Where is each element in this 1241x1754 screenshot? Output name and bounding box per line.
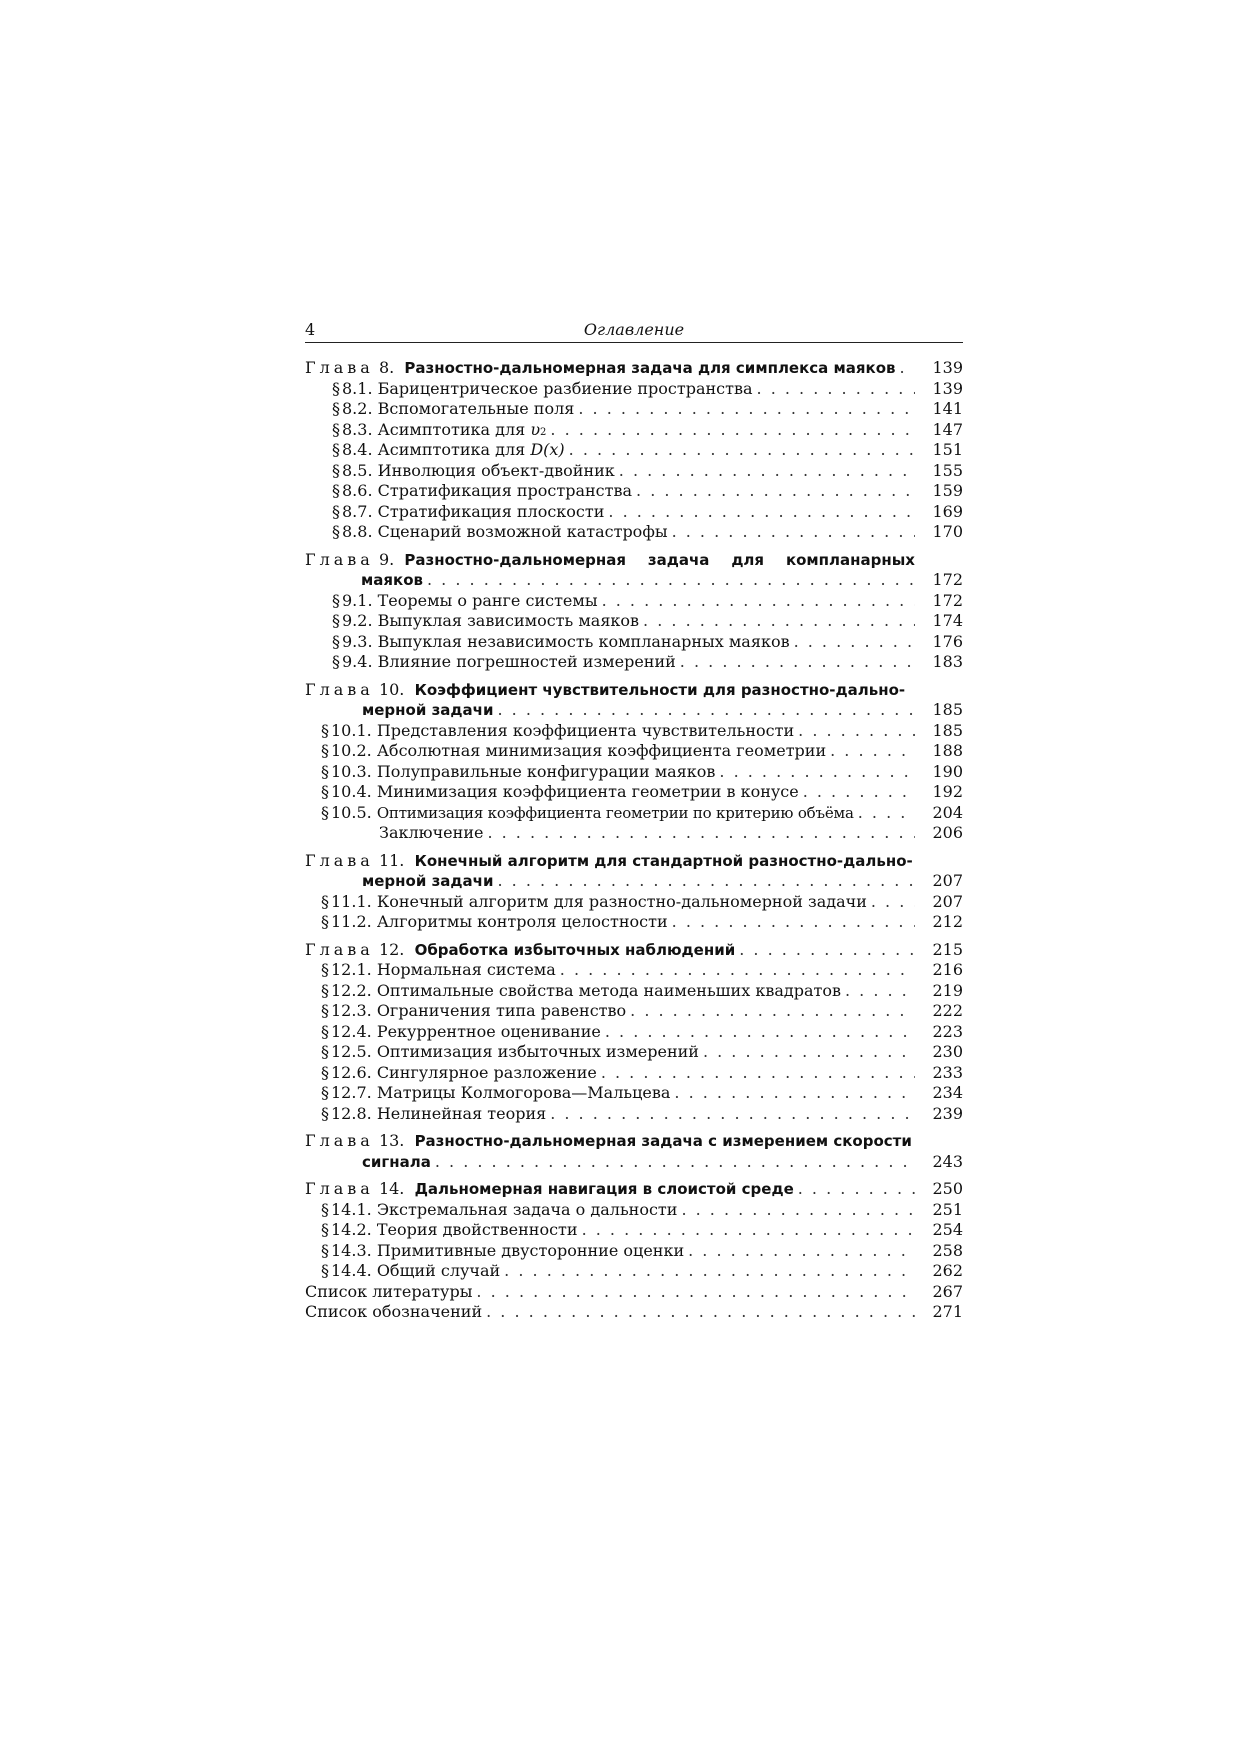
page-ref: 176 xyxy=(932,631,963,651)
section-entry[interactable] xyxy=(305,762,963,783)
leader-dots xyxy=(550,1104,915,1125)
section-sign: § xyxy=(332,399,340,418)
leader-dots xyxy=(798,1179,915,1200)
page-ref: 239 xyxy=(932,1103,963,1123)
section-title: Стратификация плоскости xyxy=(377,501,605,521)
section-sign: § xyxy=(321,1199,329,1219)
section-number: 14.2. xyxy=(331,1220,372,1239)
page-ref: 262 xyxy=(932,1261,963,1280)
conclusion-entry[interactable] xyxy=(305,823,963,844)
chapter-14 xyxy=(305,1179,963,1323)
leader-dots xyxy=(900,358,915,379)
page-ref: 174 xyxy=(932,611,963,630)
leader-dots xyxy=(757,379,915,400)
chapter-title-word: Разностно-дальномерная xyxy=(404,550,627,569)
section-title: Матрицы Колмогорова—Мальцева xyxy=(376,1083,671,1102)
section-number: 10.3. xyxy=(331,761,372,781)
section-sign: § xyxy=(321,1042,329,1061)
math-symbol: D(x) xyxy=(530,440,565,459)
page-ref: 267 xyxy=(932,1281,963,1301)
page-ref: 219 xyxy=(932,980,963,1000)
page-ref: 204 xyxy=(932,802,963,822)
section-entry[interactable] xyxy=(305,1104,963,1125)
section-sign: § xyxy=(332,501,340,521)
chapter-number: 11. xyxy=(378,850,405,870)
leader-dots xyxy=(680,652,915,673)
section-title: Теория двойственности xyxy=(376,1220,578,1239)
section-entry[interactable] xyxy=(305,632,963,653)
section-sign: § xyxy=(332,481,340,500)
chapter-title-line2: сигнала xyxy=(362,1152,431,1171)
leader-dots xyxy=(605,1022,915,1043)
section-number: 12.6. xyxy=(331,1062,372,1082)
chapter-8 xyxy=(305,358,963,543)
section-sign: § xyxy=(321,1001,329,1020)
section-sign: § xyxy=(321,1261,329,1280)
chapter-title: Обработка избыточных наблюдений xyxy=(414,940,736,959)
chapter-heading[interactable] xyxy=(305,1179,963,1200)
section-title: Ограничения типа равенство xyxy=(376,1001,627,1020)
section-sign: § xyxy=(332,460,340,480)
leader-dots xyxy=(578,399,915,420)
section-sign: § xyxy=(332,590,340,610)
section-entry[interactable] xyxy=(305,782,963,803)
section-title: Абсолютная минимизация коэффициента геометрии xyxy=(376,741,827,760)
chapter-heading-continued[interactable] xyxy=(305,570,963,591)
section-title: Алгоритмы контроля целостности xyxy=(376,912,668,931)
math-symbol: υ xyxy=(530,419,541,439)
section-number: 9.3. xyxy=(342,631,373,651)
section-title: Минимизация коэффициента геометрии в конусе xyxy=(376,782,799,801)
chapter-title-line2: мерной задачи xyxy=(362,701,494,719)
page-ref: 139 xyxy=(932,358,963,377)
page-number: 4 xyxy=(305,320,316,339)
section-sign: § xyxy=(321,1021,329,1041)
section-entry[interactable] xyxy=(305,1063,963,1084)
chapter-word: Глава xyxy=(305,939,374,959)
page-ref: 215 xyxy=(932,939,963,959)
chapter-word: Глава xyxy=(305,549,374,569)
section-sign: § xyxy=(321,1103,329,1123)
section-entry[interactable] xyxy=(305,481,963,502)
section-number: 14.1. xyxy=(331,1199,372,1219)
section-number: 8.8. xyxy=(342,522,373,541)
section-entry[interactable] xyxy=(305,741,963,762)
section-entry[interactable] xyxy=(305,1001,963,1022)
section-number: 12.4. xyxy=(331,1021,372,1041)
page-ref: 223 xyxy=(932,1021,963,1041)
section-title: Экстремальная задача о дальности xyxy=(376,1199,678,1219)
leader-dots xyxy=(871,892,915,913)
section-sign: § xyxy=(321,980,329,1000)
leader-dots xyxy=(636,481,915,502)
leader-dots xyxy=(858,803,915,824)
page-ref: 251 xyxy=(932,1199,963,1219)
leader-dots xyxy=(630,1001,915,1022)
section-entry[interactable] xyxy=(305,1200,963,1221)
page-ref: 147 xyxy=(932,419,963,439)
entry-title: Список литературы xyxy=(305,1281,473,1301)
back-matter-entry[interactable] xyxy=(305,1302,963,1323)
section-sign: § xyxy=(321,912,329,931)
section-sign: § xyxy=(321,1220,329,1239)
section-sign: § xyxy=(321,741,329,760)
page-title: Оглавление xyxy=(583,320,685,339)
leader-dots xyxy=(601,1063,915,1084)
section-title: Асимптотика для xyxy=(377,419,526,439)
chapter-title: Дальномерная навигация в слоистой среде xyxy=(414,1180,794,1198)
page-ref: 185 xyxy=(932,720,963,740)
leader-dots xyxy=(487,823,915,844)
section-entry[interactable] xyxy=(305,1083,963,1104)
leader-dots xyxy=(435,1152,915,1173)
page-ref: 141 xyxy=(932,399,963,418)
section-number: 8.4. xyxy=(342,440,373,459)
section-title: Нелинейная теория xyxy=(376,1103,547,1123)
leader-dots xyxy=(619,461,915,482)
leader-dots xyxy=(608,502,915,523)
section-title: Сингулярное разложение xyxy=(376,1062,597,1082)
leader-dots xyxy=(550,420,915,441)
section-title: Оптимизация избыточных измерений xyxy=(376,1042,699,1061)
page-ref: 206 xyxy=(932,823,963,842)
chapter-number: 9. xyxy=(378,549,395,569)
leader-dots xyxy=(688,1241,915,1262)
section-entry[interactable] xyxy=(305,440,963,461)
leader-dots xyxy=(602,591,915,612)
section-entry[interactable]: § 8.3. Асимптотика для υ 2 . . . 147 xyxy=(305,420,963,441)
chapter-word: Глава xyxy=(305,358,374,377)
chapter-title-line2: мерной задачи xyxy=(362,872,494,890)
chapter-heading[interactable] xyxy=(305,1131,963,1152)
section-title: Инволюция объект-двойник xyxy=(377,460,615,480)
section-number: 12.5. xyxy=(331,1042,372,1061)
chapter-12 xyxy=(305,940,963,1125)
page-ref: 192 xyxy=(932,782,963,801)
section-number: 8.3. xyxy=(342,419,373,439)
section-title: Вспомогательные поля xyxy=(377,399,575,418)
section-sign: § xyxy=(332,631,340,651)
section-entry[interactable] xyxy=(305,912,963,933)
chapter-13 xyxy=(305,1131,963,1172)
section-sign: § xyxy=(321,1062,329,1082)
page-ref: 151 xyxy=(932,440,963,459)
section-sign: § xyxy=(332,611,340,630)
chapter-number: 14. xyxy=(378,1179,405,1198)
leader-dots xyxy=(672,912,915,933)
page-ref: 230 xyxy=(932,1042,963,1061)
page-ref: 250 xyxy=(932,1179,963,1198)
section-sign: § xyxy=(332,522,340,541)
section-title: Оптимизация коэффициента геометрии по критерию объёма xyxy=(376,803,854,822)
leader-dots xyxy=(560,960,915,981)
page-ref: 170 xyxy=(932,522,963,541)
section-entry[interactable] xyxy=(305,399,963,420)
leader-dots xyxy=(497,700,915,721)
section-number: 10.5. xyxy=(331,802,372,822)
section-title: Влияние погрешностей измерений xyxy=(377,652,676,671)
page-ref: 233 xyxy=(932,1062,963,1082)
table-of-contents xyxy=(305,318,963,1323)
chapter-title-line2: маяков xyxy=(361,571,423,589)
leader-dots xyxy=(674,1083,915,1104)
section-title: Выпуклая независимость компланарных маяков xyxy=(377,631,790,651)
section-sign: § xyxy=(321,891,329,911)
section-number: 12.8. xyxy=(331,1103,372,1123)
chapter-title-word: компланарных xyxy=(785,550,915,569)
section-number: 11.1. xyxy=(331,891,372,911)
section-number: 12.3. xyxy=(331,1001,372,1020)
page-ref: 207 xyxy=(932,891,963,911)
chapter-number: 13. xyxy=(378,1131,405,1150)
chapter-9 xyxy=(305,550,963,673)
section-sign: § xyxy=(321,761,329,781)
page-ref: 183 xyxy=(932,652,963,671)
chapter-heading-continued[interactable] xyxy=(305,1152,963,1173)
page-ref: 190 xyxy=(932,761,963,781)
section-title: Заключение xyxy=(379,823,484,842)
page-ref: 207 xyxy=(932,871,963,890)
leader-dots xyxy=(476,1282,915,1303)
back-matter-entry[interactable] xyxy=(305,1282,963,1303)
chapter-heading[interactable] xyxy=(305,358,963,379)
chapter-title-word: задача xyxy=(647,550,710,569)
chapter-heading[interactable] xyxy=(305,550,963,571)
chapter-title-line1: Коэффициент чувствительности для разностно-дально- xyxy=(414,680,906,699)
page-ref: 172 xyxy=(932,570,963,589)
section-number: 12.7. xyxy=(331,1083,372,1102)
section-number: 8.2. xyxy=(342,399,373,418)
page-ref: 258 xyxy=(932,1240,963,1260)
chapter-heading-continued[interactable] xyxy=(305,871,963,892)
page-ref: 185 xyxy=(932,700,963,719)
entry-title: Список обозначений xyxy=(305,1302,483,1321)
section-number: 8.5. xyxy=(342,460,373,480)
page-ref: 139 xyxy=(932,378,963,398)
page-ref: 212 xyxy=(932,912,963,931)
chapter-10 xyxy=(305,680,963,844)
chapter-heading[interactable] xyxy=(305,940,963,961)
section-number: 14.3. xyxy=(331,1240,372,1260)
section-entry[interactable] xyxy=(305,892,963,913)
leader-dots xyxy=(845,981,915,1002)
leader-dots xyxy=(582,1220,915,1241)
chapter-heading[interactable] xyxy=(305,680,963,701)
section-sign: § xyxy=(332,419,340,439)
page-ref: 159 xyxy=(932,481,963,500)
chapter-word: Глава xyxy=(305,1179,374,1198)
chapter-title: Разностно-дальномерная задача для симплекса маяков xyxy=(404,359,896,377)
chapter-word: Глава xyxy=(305,1131,374,1150)
section-sign: § xyxy=(321,1083,329,1102)
section-title: Общий случай xyxy=(376,1261,501,1280)
section-entry[interactable] xyxy=(305,461,963,482)
leader-dots xyxy=(703,1042,915,1063)
section-title: Конечный алгоритм для разностно-дальномерной задачи xyxy=(376,891,867,911)
section-title: Стратификация пространства xyxy=(377,481,633,500)
page-ref: 155 xyxy=(932,460,963,480)
section-entry[interactable] xyxy=(305,981,963,1002)
section-number: 10.1. xyxy=(331,720,372,740)
section-title: Теоремы о ранге системы xyxy=(377,590,598,610)
section-title: Барицентрическое разбиение пространства xyxy=(377,378,753,398)
section-number: 14.4. xyxy=(331,1261,372,1280)
section-number: 9.1. xyxy=(342,590,373,610)
leader-dots xyxy=(681,1200,915,1221)
leader-dots xyxy=(803,782,915,803)
leader-dots xyxy=(794,632,915,653)
section-sign: § xyxy=(321,960,329,979)
section-number: 8.7. xyxy=(342,501,373,521)
section-title: Нормальная система xyxy=(376,960,556,979)
section-entry[interactable] xyxy=(305,611,963,632)
section-title: Оптимальные свойства метода наименьших квадратов xyxy=(376,980,841,1000)
section-number: 10.4. xyxy=(331,782,372,801)
section-number: 9.2. xyxy=(342,611,373,630)
chapter-title-word: для xyxy=(731,550,765,569)
page-ref: 254 xyxy=(932,1220,963,1239)
chapter-11 xyxy=(305,851,963,933)
section-title: Примитивные двусторонние оценки xyxy=(376,1240,685,1260)
leader-dots xyxy=(739,940,915,961)
page-ref: 188 xyxy=(932,741,963,760)
chapter-title-line1: Разностно-дальномерная задача с измерением скорости xyxy=(414,1132,912,1150)
leader-dots xyxy=(504,1261,915,1282)
section-entry[interactable] xyxy=(305,502,963,523)
section-sign: § xyxy=(332,652,340,671)
section-entry[interactable] xyxy=(305,1042,963,1063)
section-title: Выпуклая зависимость маяков xyxy=(377,611,640,630)
leader-dots xyxy=(719,762,915,783)
section-entry[interactable] xyxy=(305,591,963,612)
section-entry[interactable] xyxy=(305,522,963,543)
page-ref: 169 xyxy=(932,501,963,521)
section-entry[interactable] xyxy=(305,379,963,400)
section-entry[interactable] xyxy=(305,1261,963,1282)
section-entry[interactable] xyxy=(305,803,963,824)
leader-dots xyxy=(427,570,915,591)
running-header xyxy=(305,318,963,343)
section-title: Асимптотика для xyxy=(377,440,526,459)
section-title: Рекуррентное оценивание xyxy=(376,1021,601,1041)
section-sign: § xyxy=(321,1240,329,1260)
section-number: 12.1. xyxy=(331,960,372,979)
leader-dots xyxy=(798,721,915,742)
section-entry[interactable] xyxy=(305,721,963,742)
section-entry[interactable] xyxy=(305,1241,963,1262)
section-number: 9.4. xyxy=(342,652,373,671)
chapter-heading[interactable] xyxy=(305,851,963,872)
leader-dots xyxy=(497,871,915,892)
section-sign: § xyxy=(321,802,329,822)
leader-dots xyxy=(486,1302,915,1323)
leader-dots xyxy=(643,611,915,632)
chapter-title-line1: Конечный алгоритм для стандартной разностно-дально- xyxy=(414,851,913,870)
section-entry[interactable] xyxy=(305,652,963,673)
section-number: 8.6. xyxy=(342,481,373,500)
page-ref: 234 xyxy=(932,1083,963,1102)
chapter-word: Глава xyxy=(305,850,374,870)
leader-dots xyxy=(830,741,915,762)
section-title: Сценарий возможной катастрофы xyxy=(377,522,668,541)
section-number: 10.2. xyxy=(331,741,372,760)
chapter-word: Глава xyxy=(305,679,374,699)
section-entry[interactable] xyxy=(305,1220,963,1241)
section-sign: § xyxy=(321,720,329,740)
section-title: Полуправильные конфигурации маяков xyxy=(376,761,716,781)
section-number: 11.2. xyxy=(331,912,372,931)
page-ref: 172 xyxy=(932,590,963,610)
chapter-heading-continued[interactable] xyxy=(305,700,963,721)
leader-dots xyxy=(672,522,915,543)
section-sign: § xyxy=(332,440,340,459)
section-title: Представления коэффициента чувствительности xyxy=(376,720,795,740)
chapter-number: 8. xyxy=(378,358,395,377)
section-sign: § xyxy=(332,378,340,398)
leader-dots xyxy=(569,440,915,461)
section-sign: § xyxy=(321,782,329,801)
section-entry[interactable] xyxy=(305,1022,963,1043)
page-ref: 216 xyxy=(932,960,963,979)
page-ref: 271 xyxy=(932,1302,963,1321)
page-ref: 222 xyxy=(932,1001,963,1020)
page-ref: 243 xyxy=(932,1151,963,1171)
section-entry[interactable] xyxy=(305,960,963,981)
chapter-number: 12. xyxy=(378,939,405,959)
section-number: 8.1. xyxy=(342,378,373,398)
section-number: 12.2. xyxy=(331,980,372,1000)
chapter-number: 10. xyxy=(378,679,405,699)
